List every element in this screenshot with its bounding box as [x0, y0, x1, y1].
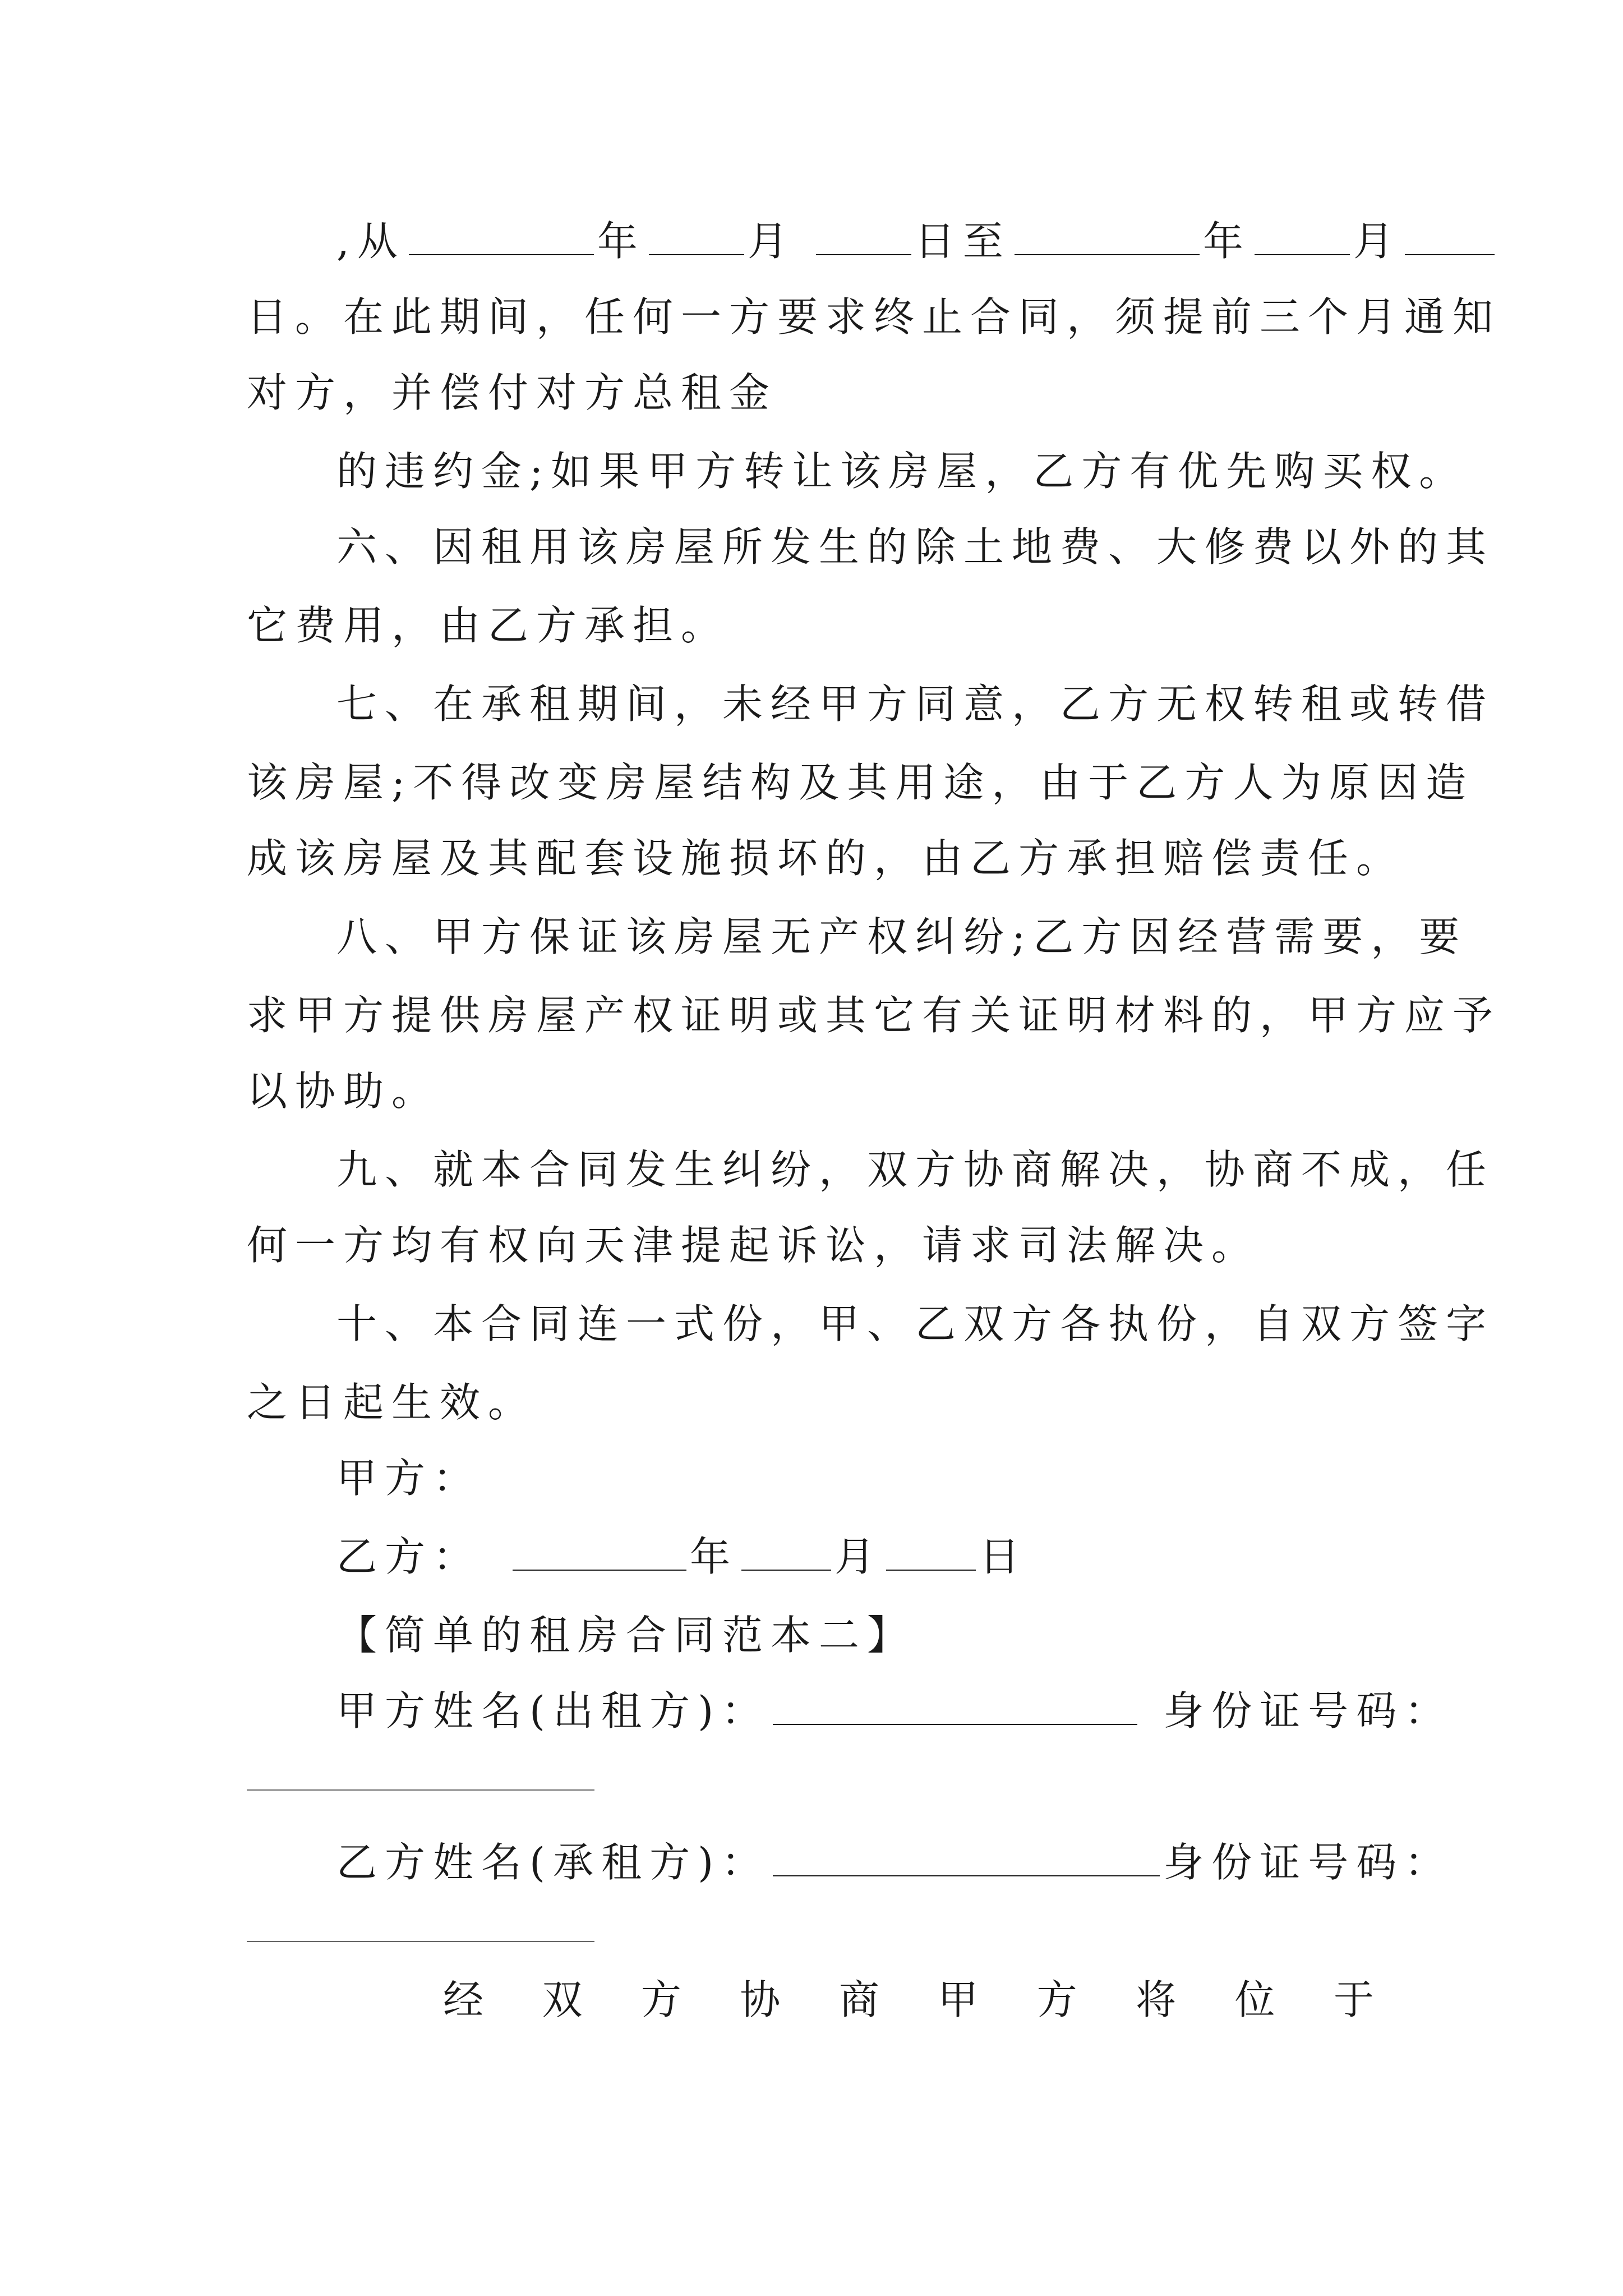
lessee-label: 乙方姓名(承租方)：: [336, 1839, 770, 1886]
clause-10-line-1: 十、本合同连一式份，甲、乙双方各执份，自双方签字: [336, 1300, 1495, 1347]
sign-day-label: 日: [979, 1533, 1028, 1580]
agreement-char: 方: [640, 1976, 681, 2023]
clause-10-line-2: 之日起生效。: [247, 1379, 537, 1426]
clause-9-line-2: 何一方均有权向天津提起诉讼，请求司法解决。: [247, 1222, 1260, 1269]
lease-lead-text: ,从: [336, 218, 405, 265]
sign-year-blank[interactable]: [513, 1535, 686, 1571]
agreement-char: 经: [443, 1976, 484, 2023]
year-label: 年: [597, 218, 645, 265]
clause-7-line-2: 该房屋;不得改变房屋结构及其用途，由于乙方人为原因造: [247, 759, 1474, 806]
clause-6-line-1: 六、因租用该房屋所发生的除土地费、大修费以外的其: [336, 523, 1495, 570]
month-label-2: 月: [1353, 218, 1401, 265]
agreement-char: 方: [1036, 1976, 1077, 2023]
year-label-2: 年: [1202, 218, 1251, 265]
agreement-char: 将: [1136, 1976, 1177, 2023]
agreement-line: [443, 1972, 1374, 2028]
lessor-label: 甲方姓名(出租方)：: [336, 1687, 770, 1734]
agreement-char: 于: [1333, 1976, 1374, 2023]
lessee-id-blank[interactable]: [247, 1941, 594, 1942]
end-month-blank[interactable]: [1255, 219, 1350, 255]
party-b-label: 乙方：: [336, 1533, 482, 1580]
lease-period-line: [336, 213, 1401, 269]
party-a-signature: 甲方：: [336, 1455, 482, 1502]
agreement-char: 商: [838, 1976, 879, 2023]
lessor-id-label: 身份证号码：: [1163, 1687, 1453, 1734]
lessee-line: [336, 1834, 1453, 1890]
start-month-blank[interactable]: [649, 219, 744, 255]
start-year-blank[interactable]: [409, 219, 594, 255]
sign-day-blank[interactable]: [886, 1535, 976, 1571]
clause-8-line-1: 八、甲方保证该房屋无产权纠纷;乙方因经营需要，要: [336, 913, 1468, 960]
month-label: 月: [747, 218, 796, 265]
lessor-id-blank[interactable]: [247, 1789, 594, 1791]
end-year-blank[interactable]: [1015, 219, 1200, 255]
lessor-name-blank[interactable]: [773, 1689, 1137, 1725]
lease-period-line-2: 日。在此期间，任何一方要求终止合同，须提前三个月通知: [247, 293, 1501, 341]
clause-7-line-1: 七、在承租期间，未经甲方同意，乙方无权转租或转借: [336, 680, 1495, 728]
lessee-name-blank[interactable]: [773, 1841, 1160, 1876]
party-b-signature-line: [336, 1529, 1391, 1585]
start-day-blank[interactable]: [816, 219, 911, 255]
clause-8-line-2: 求甲方提供房屋产权证明或其它有关证明材料的，甲方应予: [247, 992, 1501, 1039]
sign-month-label: 月: [834, 1533, 883, 1580]
agreement-char: 双: [542, 1976, 583, 2023]
clause-9-line-1: 九、就本合同发生纠纷，双方协商解决，协商不成，任: [336, 1146, 1495, 1193]
lease-period-line-4: 的违约金;如果甲方转让该房屋，乙方有优先购买权。: [336, 448, 1468, 495]
agreement-char: 协: [740, 1976, 781, 2023]
lessee-id-label: 身份证号码：: [1163, 1839, 1453, 1886]
clause-7-line-3: 成该房屋及其配套设施损坏的，由乙方承担赔偿责任。: [247, 835, 1405, 882]
end-day-blank[interactable]: [1405, 219, 1495, 255]
lease-period-line-3: 对方，并偿付对方总租金: [247, 369, 778, 416]
lessor-line: [336, 1683, 1453, 1739]
sign-year-label: 年: [690, 1533, 739, 1580]
agreement-char: 甲: [938, 1976, 979, 2023]
sign-month-blank[interactable]: [741, 1535, 831, 1571]
day-to-label: 日至: [914, 218, 1011, 265]
template-2-heading: 【简单的租房合同范本二】: [336, 1612, 916, 1659]
agreement-char: 位: [1234, 1976, 1275, 2023]
clause-8-line-3: 以协助。: [247, 1068, 440, 1115]
clause-6-line-2: 它费用，由乙方承担。: [247, 602, 730, 649]
